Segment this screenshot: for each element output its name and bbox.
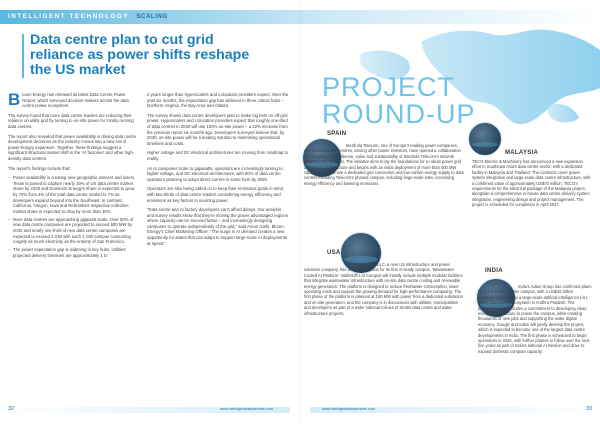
- list-item: – Power availability is creating new geographic winners and losers. Texas is poised to capture nearly 30% of US data centre market share by 2028 and Dominion Energy's share is expected to grow by 70% from 4% of the total data centre market to 7% as developers expand beyond into the Southeast. In contrast, California, Oregon, Iowa and Nebraska's respective collective market share is expected to drop by more than 30%.: [8, 175, 138, 214]
- page-number-right: 33: [586, 406, 592, 412]
- country-label-usa: USA: [327, 250, 341, 256]
- page-number-left: 32: [8, 406, 14, 412]
- lead-paragraph: Bloom Energy has released its latest Data Centre Power Report, which surveyed decision makers across the data centre power ecosystem.: [8, 90, 129, 109]
- article-headline: Data centre plan to cut grid reliance as power shifts reshape the US market: [30, 32, 250, 79]
- section-subtitle: SCALING: [136, 13, 168, 20]
- india-paragraph: India's Adani Group has confirmed plans for a 1 GW data centre campus, with a US$15 billion investment to develop a large-scale artificial intelligence (AI)-ready data centre ecosystem in Andhra Pradesh. The partnership also includes a commitment to developing clean energy infrastructure to power the campus, while creating thousands of new jobs and supporting the wider digital economy. Google and Adani will jointly develop the project, which is expected to become one of the largest data centre developments in India. The first phase is scheduled to begin operations in 2026, with further phases to follow over the next five years as part of India's national AI mission and drive to expand domestic compute capacity.: [478, 284, 592, 354]
- paragraph: Operators are also being called on to keep their emissions goals in mind, with two-thirds of data centre leaders considering energy efficiency and emissions as key factors in sourcing power.: [147, 186, 285, 203]
- paragraph: The report's findings include that:: [8, 165, 71, 171]
- malaysia-paragraph: TECO Electric & Machinery has announced a new expansion effort in Southeast Asia's data centre sector, with a dedicated facility in Malaysia and Thailand. The contracts cover power system integration and large-scale data centre infrastructure, with a combined value of approximately US$70 million. TECO's requirements for the electrical package of the Malaysia project, alongside a comprehensive in-house data centre delivery system integration, engineering design and project management. The project is scheduled for completion in April 2027.: [472, 159, 591, 208]
- article-column-right: [147, 92, 289, 250]
- paragraph: The report also revealed that power availability is driving data centre development decisions as the industry moves into a new era of power-hungry expansion. Together, these findings suggest a significant structural market shift in the 'AI factories' and other high-density data centres.: [8, 133, 137, 161]
- page-footer: [0, 404, 600, 416]
- country-label-spain: SPAIN: [327, 131, 347, 137]
- findings-list: [8, 175, 138, 258]
- usa-paragraph: WaferMaker LLC, a new US infrastructure and power solutions company, has announced plans for its first AI-ready campus, 'Wastewater Cooled AI Platform'. WaferLift's AI Campus will initially include multiple modular facilities that integrate wastewater infrastructure with on-site data centre cooling and renewable energy generation. The platform is designed to reduce freshwater consumption, lower operating costs and support the growing demand for high-performance computing. The first phase of the platform is planned at 150 MW with power from a dedicated substation and on-site generation, and the company is in discussions with utilities, municipalities and developers as part of a wider national roll-out of similar data centre and water infrastructure projects.: [304, 262, 464, 316]
- section-label: [8, 13, 168, 20]
- list-item: – The power expectation gap is widening in key hubs. Utilities' projected delivery timelines are approximately 1 to: [8, 247, 138, 258]
- malaysia-globe-image: [468, 122, 502, 156]
- article-column-left: [8, 92, 138, 261]
- paragraph: As AI campuses scale to gigawatts, operators are increasingly turning to higher voltage, and DC electrical architectures, with 80% of data centre operators planning to adopt direct current in some form by 2028.: [147, 165, 283, 182]
- paragraph: The survey found that more data centre leaders are reducing their reliance on utility grid by turning to on-site power for locally running data centres.: [8, 112, 134, 129]
- spain-paragraph: Iberdrola Telecom, one of Europe's leading power companies, and Echelon Data Centres, among other power investors, have opened a collaboration to strengthen the resilience, value and sustainability of Iberdrola Telecom's network infrastructure in Spain. The initiative aims to lay the foundations for a robust power grid and digital infrastructure and begins with an initial deployment of more than 400 MW capacity. This will see a dedicated grid connection and low-carbon energy supply to data centres including Telecom's phased campus, including large-scale sites, increasing energy efficiency and lowering emissions.: [304, 143, 464, 186]
- paragraph: 2 years longer than hyperscalers and colocation providers expect. Over the past six months, the expectation gap has widened in three critical hubs – Northern Virginia, the Bay Area and Atlanta.: [147, 92, 289, 109]
- paragraph: The survey shows data centre developers plan to make big bets on off-grid power. Hyperscalers and colocation providers expect that roughly one-third of data centres in 2030 will use 100% on-site power – a 22% increase from the previous report six months ago. Developers surveyed believe that, by 2030, on-site power will be a leading solution to minimising operational timelines and costs.: [147, 112, 288, 146]
- dropcap: B: [8, 90, 21, 109]
- continent-shape: [548, 104, 579, 123]
- section-title: INTELLIGENT TECHNOLOGY: [8, 13, 130, 20]
- quote-paragraph: "Data centre and AI factory developers can't afford delays. Our analysis and survey results show that they're moving the power advantaged regions where capacity can be secured faster – and increasingly designing campuses to operate independently of the grid," said Aman Joshi, Bloom Energy's Chief Marketing Officer. "The surge in AI demand creates a new opportunity for states that can adapt to support large-scale AI deployments at speed.": [147, 207, 288, 246]
- footer-url-left[interactable]: www.intelligentdatacentres.com: [220, 407, 274, 411]
- roundup-title-line1: PROJECT: [322, 72, 456, 102]
- footer-url-right[interactable]: www.intelligentdatacentres.com: [322, 407, 376, 411]
- headline-accent-rule: [22, 34, 24, 78]
- list-item: – More data centres are approaching gigawatt scale. Over 50% of new data centre campuses are projected to exceed 500 MW by 2030 and nearly one-third of new data centre campuses are expected to exceed 1 GW with each 1 GW campus consuming roughly as much electricity as the entirety of San Francisco.: [8, 217, 138, 245]
- country-label-india: INDIA: [485, 268, 503, 274]
- paragraph: Higher voltage and DC electrical architectures are moving from roadmap to reality.: [147, 150, 289, 161]
- country-label-malaysia: MALAYSIA: [505, 150, 539, 156]
- roundup-title-line2: ROUND-UP: [322, 99, 476, 129]
